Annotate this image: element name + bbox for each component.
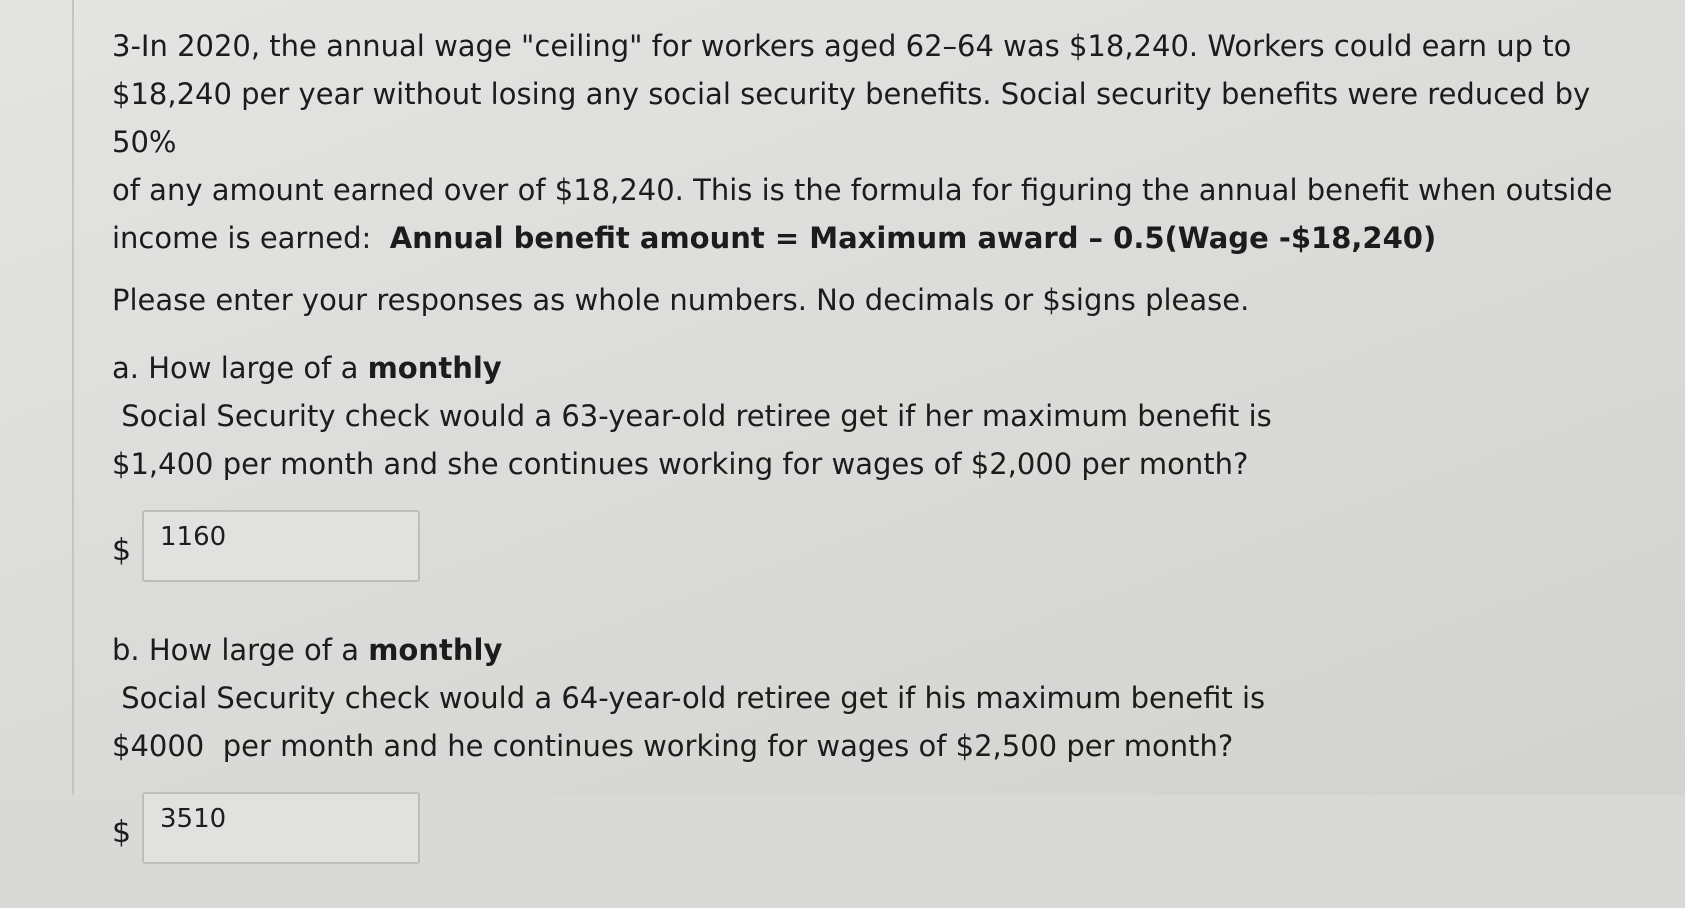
answer-a-currency: $ (112, 533, 132, 568)
intro-line-4-prefix: income is earned: (112, 221, 390, 255)
question-a-line-1 (112, 344, 1652, 440)
question-a-line-2: $1,400 per month and she continues working for wages of $2,000 per month? (112, 447, 1249, 481)
intro-line-3: of any amount earned over of $18,240. This is the formula for figuring the annual benefit when outside (112, 173, 1613, 207)
question-b-line-2: $4000 per month and he continues working for wages of $2,500 per month? (112, 729, 1234, 763)
answer-b-input[interactable]: 3510 (142, 792, 420, 864)
benefit-formula: Annual benefit amount = Maximum award – 0.5(Wage -$18,240) (389, 221, 1437, 255)
problem-statement (112, 22, 1652, 262)
question-b-prefix: b. How large of a (112, 633, 369, 667)
answer-a-input[interactable]: 1160 (142, 510, 420, 582)
question-a-rest: Social Security check would a 63-year-old retiree get if her maximum benefit is (112, 399, 1272, 433)
question-b-line-1 (112, 626, 1652, 722)
left-margin-divider (72, 0, 74, 795)
instructions: Please enter your responses as whole numbers. No decimals or $signs please. (112, 283, 1250, 317)
question-b-rest: Social Security check would a 64-year-old retiree get if his maximum benefit is (112, 681, 1266, 715)
intro-line-4 (112, 214, 1652, 262)
question-a-emphasis: monthly (367, 351, 502, 385)
intro-line-1: 3-In 2020, the annual wage "ceiling" for workers aged 62–64 was $18,240. Workers could earn up to (112, 29, 1572, 63)
question-a-prefix: a. How large of a (112, 351, 368, 385)
question-a (112, 344, 1652, 488)
intro-line-2: $18,240 per year without losing any social security benefits. Social security benefits were reduced by 50% (112, 77, 1591, 159)
answer-b-currency: $ (112, 815, 132, 850)
question-b (112, 626, 1652, 770)
question-b-emphasis: monthly (368, 633, 503, 667)
question-content (112, 22, 1652, 908)
answer-b-row (112, 790, 1652, 866)
answer-a-row (112, 508, 1652, 584)
